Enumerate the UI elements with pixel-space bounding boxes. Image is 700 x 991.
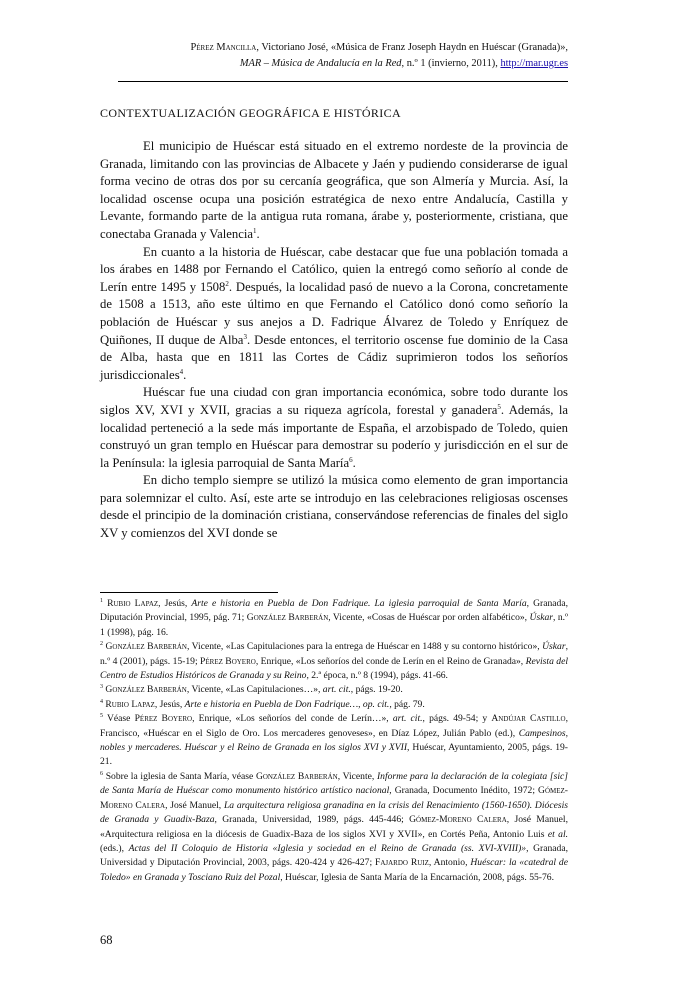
footnote-ref-3[interactable]: 3 [243, 332, 247, 341]
footnote-ref-6[interactable]: 6 [349, 455, 353, 464]
body-text [100, 138, 568, 543]
footnote-1: $^1$ Rubio Lapaz, Jesús, Arte e historia en Puebla de Don Fadrique. La iglesia parroquial de Santa María, Granada, Diputación Provincial, 1995, pág. 71; González Barberán, Vicente, «Cosas de Huéscar por orden alfabético», Úskar, n.º 1 (1998), pág. 16. [100, 597, 568, 638]
header-article-title: , Victoriano José, «Música de Franz Joseph Haydn en Huéscar (Granada)», [256, 42, 568, 53]
header-journal: MAR – Música de Andalucía en la Red [239, 58, 402, 69]
footnote-4: $^4$ Rubio Lapaz, Jesús, Arte e historia en Puebla de Don Fadrique…, op. cit., pág. 79. [100, 698, 425, 710]
footnote-ref-5[interactable]: 5 [497, 402, 501, 411]
paragraph-2: En cuanto a la historia de Huéscar, cabe destacar que fue una población tomada a los árabes en 1488 por Fernando el Católico, quien la entregó como señorío al conde de Lerín entre 1495 y 1508$^2$. Después, la localidad pasó de nuevo a la Corona, concretamente de 1508 a 1513, año este último en que Fernando el Católico donó como señorío la población de Huéscar y sus anejos a D. Fadrique Álvarez de Toledo y Enríquez de Quiñones, II duque de Alba$^3$. Desde entonces, el territorio oscense fue dominio de la Casa de Alba, hasta que en 1811 las Cortes de Cádiz suprimieron todos los señoríos jurisdiccionales$^4$. [100, 244, 568, 382]
footnote-5: $^5$ Véase Pérez Boyero, Enrique, «Los señoríos del conde de Lerín…», art. cit., págs. 49-54; y Andújar Castillo, Francisco, «Huéscar en el Siglo de Oro. Los mercaderes genoveses», en Díaz López, Julián Pablo (ed.), Campesinos, nobles y mercaderes. Huéscar y el Reino de Granada en los siglos XVI y XVII, Huéscar, Ayuntamiento, 2005, págs. 19-21. [100, 713, 569, 768]
footnote-2: $^2$ González Barberán, Vicente, «Las Capitulaciones para la entrega de Huéscar en 1488 y su contorno histórico», Úskar, n.º 4 (2001), págs. 15-19; Pérez Boyero, Enrique, «Los señoríos del conde de Lerín en el Reino de Granada», Revista del Centro de Estudios Históricos de Granada y su Reino, 2.ª época, n.º 8 (1994), págs. 41-66. [100, 641, 568, 682]
footnote-ref-2[interactable]: 2 [225, 279, 229, 288]
header-author: Pérez Mancilla [190, 42, 257, 53]
footnote-3: $^3$ González Barberán, Vicente, «Las Capitulaciones…», art. cit., págs. 19-20. [100, 684, 403, 696]
footnote-ref-4[interactable]: 4 [179, 367, 184, 376]
header-rule [118, 81, 568, 82]
header-issue: , n.º 1 (invierno, 2011), [401, 58, 501, 69]
paragraph-3: Huéscar fue una ciudad con gran importancia económica, sobre todo durante los siglos XV, XVI y XVII, gracias a su riqueza agrícola, forestal y ganadera$^5$. Además, la localidad perteneció a la sede más importante de España, el arzobispado de Toledo, quien construyó un gran templo en Huéscar para demostrar su poderío y jurisdicción en el sur de la Península: la iglesia parroquial de Santa María$^6$. [100, 385, 568, 470]
paragraph-4: En dicho templo siempre se utilizó la música como elemento de gran importancia para solemnizar el culto. Así, este arte se introdujo en las celebraciones religiosas oscenses desde el principio de la dominación cristiana, conservándose referencias de finales del siglo XV y comienzos del XVI donde se [100, 473, 568, 541]
section-heading: CONTEXTUALIZACIÓN GEOGRÁFICA E HISTÓRICA [100, 106, 401, 120]
footnotes [100, 597, 568, 885]
footnote-ref-1[interactable]: 1 [253, 226, 257, 235]
footnote-separator [100, 592, 278, 593]
running-header [100, 40, 568, 72]
page-number: 68 [100, 933, 113, 947]
paragraph-1: El municipio de Huéscar está situado en el extremo nordeste de la provincia de Granada, limitando con las provincias de Albacete y Jaén y pudiendo considerarse de igual forma vecino de otras dos por su cercanía geográfica, que son Almería y Murcia. Así, la localidad oscense ocupa una posición estratégica de nexo entre Andalucía, Castilla y Levante, formando parte de la antigua ruta romana, árabe y, posteriormente, cristiana, que conectaba Granada y Valencia$^1$. [100, 139, 568, 241]
journal-link[interactable]: http://mar.ugr.es [500, 58, 568, 69]
footnote-6: $^6$ Sobre la iglesia de Santa María, véase González Barberán, Vicente, Informe para la declaración de la colegiata [sic] de Santa María de Huéscar como monumento histórico artístico nacional, Granada, Documento Inédito, 1972; Gómez-Moreno Calera, José Manuel, La arquitectura religiosa granadina en la crisis del Renacimiento (1560-1650). Diócesis de Granada y Guadix-Baza, Granada, Universidad, 1989, págs. 445-446; Gómez-Moreno Calera, José Manuel, «Arquitectura religiosa en la diócesis de Guadix-Baza de los siglos XVI y XVII», en Cortés Peña, Antonio Luis et al. (eds.), Actas del II Coloquio de Historia «Iglesia y sociedad en el Reino de Granada (ss. XVI-XVIII)», Granada, Universidad y Diputación Provincial, 2003, págs. 420-424 y 426-427; Fajardo Ruiz, Antonio, Huéscar: la «catedral de Toledo» en Granada y Tosciano Ruiz del Pozal, Huéscar, Iglesia de Santa María de la Encarnación, 2008, págs. 55-76. [100, 770, 569, 883]
